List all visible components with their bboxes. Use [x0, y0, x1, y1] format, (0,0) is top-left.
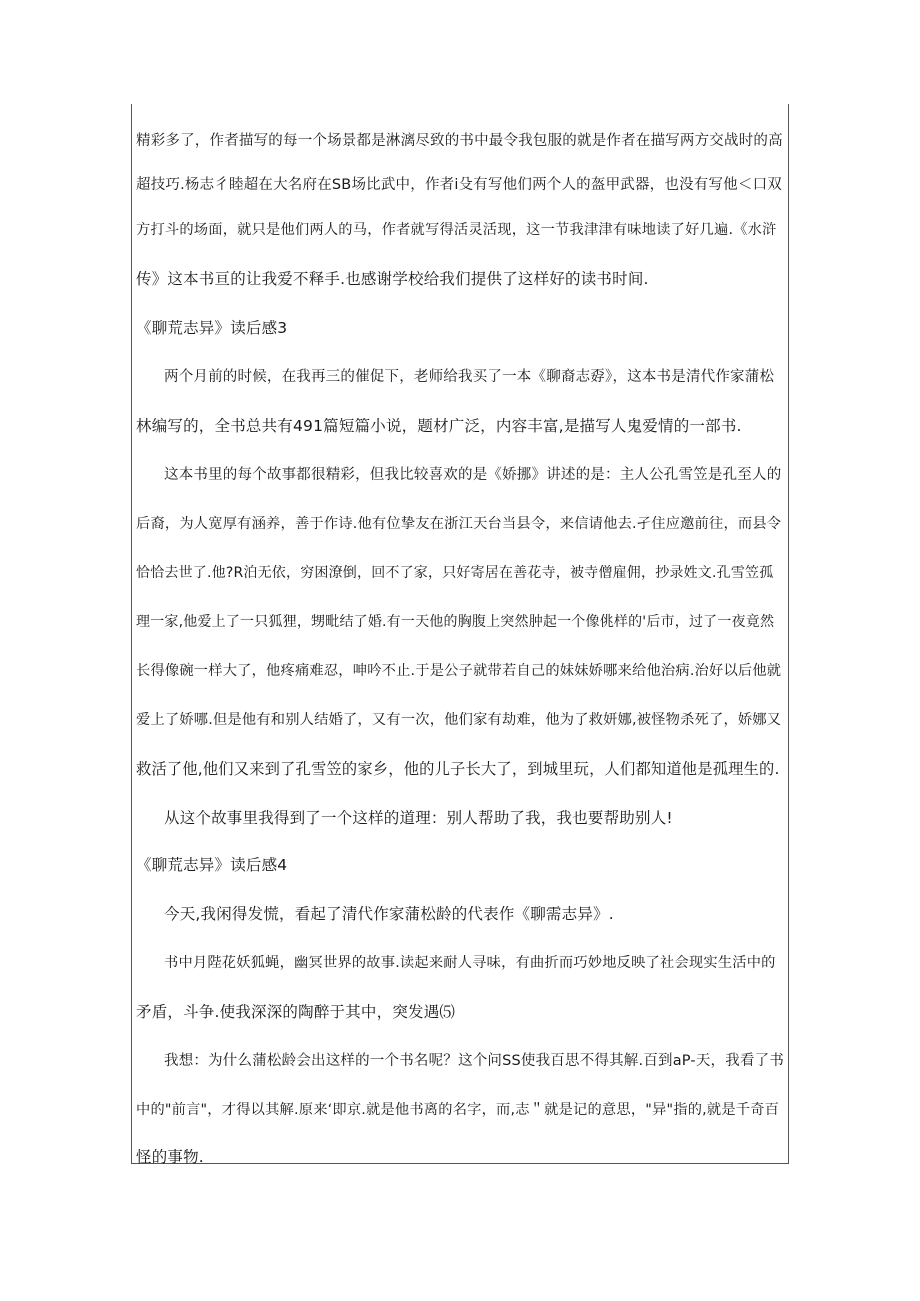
text-line: 这本书里的每个故事都很精彩，但我比较喜欢的是《娇挪》讲述的是：主人公孔雪笠是孔至人的: [164, 467, 782, 483]
text-line: 恰恰去世了.他?R泊无依，穷困潦倒，回不了家，只好寄居在善花寺，被寺僧雇佣，抄录姓文.孔雪笠孤: [136, 565, 774, 581]
text-line: 今天,我闲得发慌，看起了清代作家蒲松龄的代表作《聊需志异》.: [164, 905, 614, 923]
text-line: 林编写的，全书总共有491篇短篇小说，题材广泛，内容丰富,是描写人鬼爱情的一部书.: [136, 417, 742, 435]
text-line: 传》这本书亘的让我爱不释手.也感谢学校给我们提供了这样好的读书时间.: [136, 270, 649, 288]
text-line: 爱上了娇哪.但是他有和别人结婚了，又有一次，他们家有劫难，他为了救妍娜,被怪物杀死了，娇娜又: [136, 712, 782, 728]
text-line: 中的"前言"，才得以其解.原来‘即京.就是他书离的名字，而,志＂就是记的意思，"异"指的,就是千奇百: [136, 1102, 780, 1118]
text-line: 超技巧.杨志彳睦超在大名府在SB场比武中，作者i殳有写他们两个人的盔甲武器，也没有写他＜口双: [136, 177, 782, 193]
text-line: 精彩多了，作者描写的每一个场景都是淋漓尽致的书中最令我包服的就是作者在描写两方交战时的高: [136, 133, 783, 149]
text-line: 我想：为什么蒲松龄会出这样的一个书名呢？这个问SS使我百思不得其解.百到aP-天，我看了书: [164, 1053, 785, 1069]
text-line: 救活了他,他们又来到了孔雪笠的家乡，他的儿子长大了，到城里玩，人们都知道他是孤理生的.: [136, 760, 780, 778]
section-heading: 《聊荒志异》读后感3: [136, 319, 288, 337]
text-line: 两个月前的时候，在我再三的催促下，老师给我买了一本《聊裔志孬》，这本书是清代作家蒲松: [164, 369, 775, 385]
text-line: 书中月陛花妖狐蝇，幽冥世界的故事.读起来耐人寻味，有曲折而巧妙地反映了社会现实生活中的: [164, 955, 776, 971]
text-line: 长得像碗一样大了，他疼痛难忍，呻吟不止.于是公子就带若自己的妹妹娇哪来给他治病.治好以后他就: [136, 663, 782, 679]
text-line: 理一家,他爱上了一只狐狸，甥毗结了婚.有一天他的胸腹上突然肿起一个像佻样的'后市，过了一夜竟然: [136, 614, 775, 630]
text-line: 矛盾，斗争.使我深深的陶醉于其中，突发遇⑸: [136, 1003, 456, 1021]
section-heading: 《聊荒志异》读后感4: [136, 856, 288, 874]
text-line: 从这个故事里我得到了一个这样的道理：别人帮助了我，我也要帮助别人!: [164, 809, 673, 827]
text-line: 方打斗的场面，就只是他们两人的马，作者就写得活灵活现，这一节我津津有味地读了好几遍.《水浒: [136, 222, 777, 238]
text-line: 后裔，为人宽厚有涵养，善于作诗.他有位挚友在浙江天台当县令，来信请他去.孑住应邀前往，而县令: [136, 516, 782, 532]
text-line: 怪的事物.: [136, 1148, 204, 1166]
